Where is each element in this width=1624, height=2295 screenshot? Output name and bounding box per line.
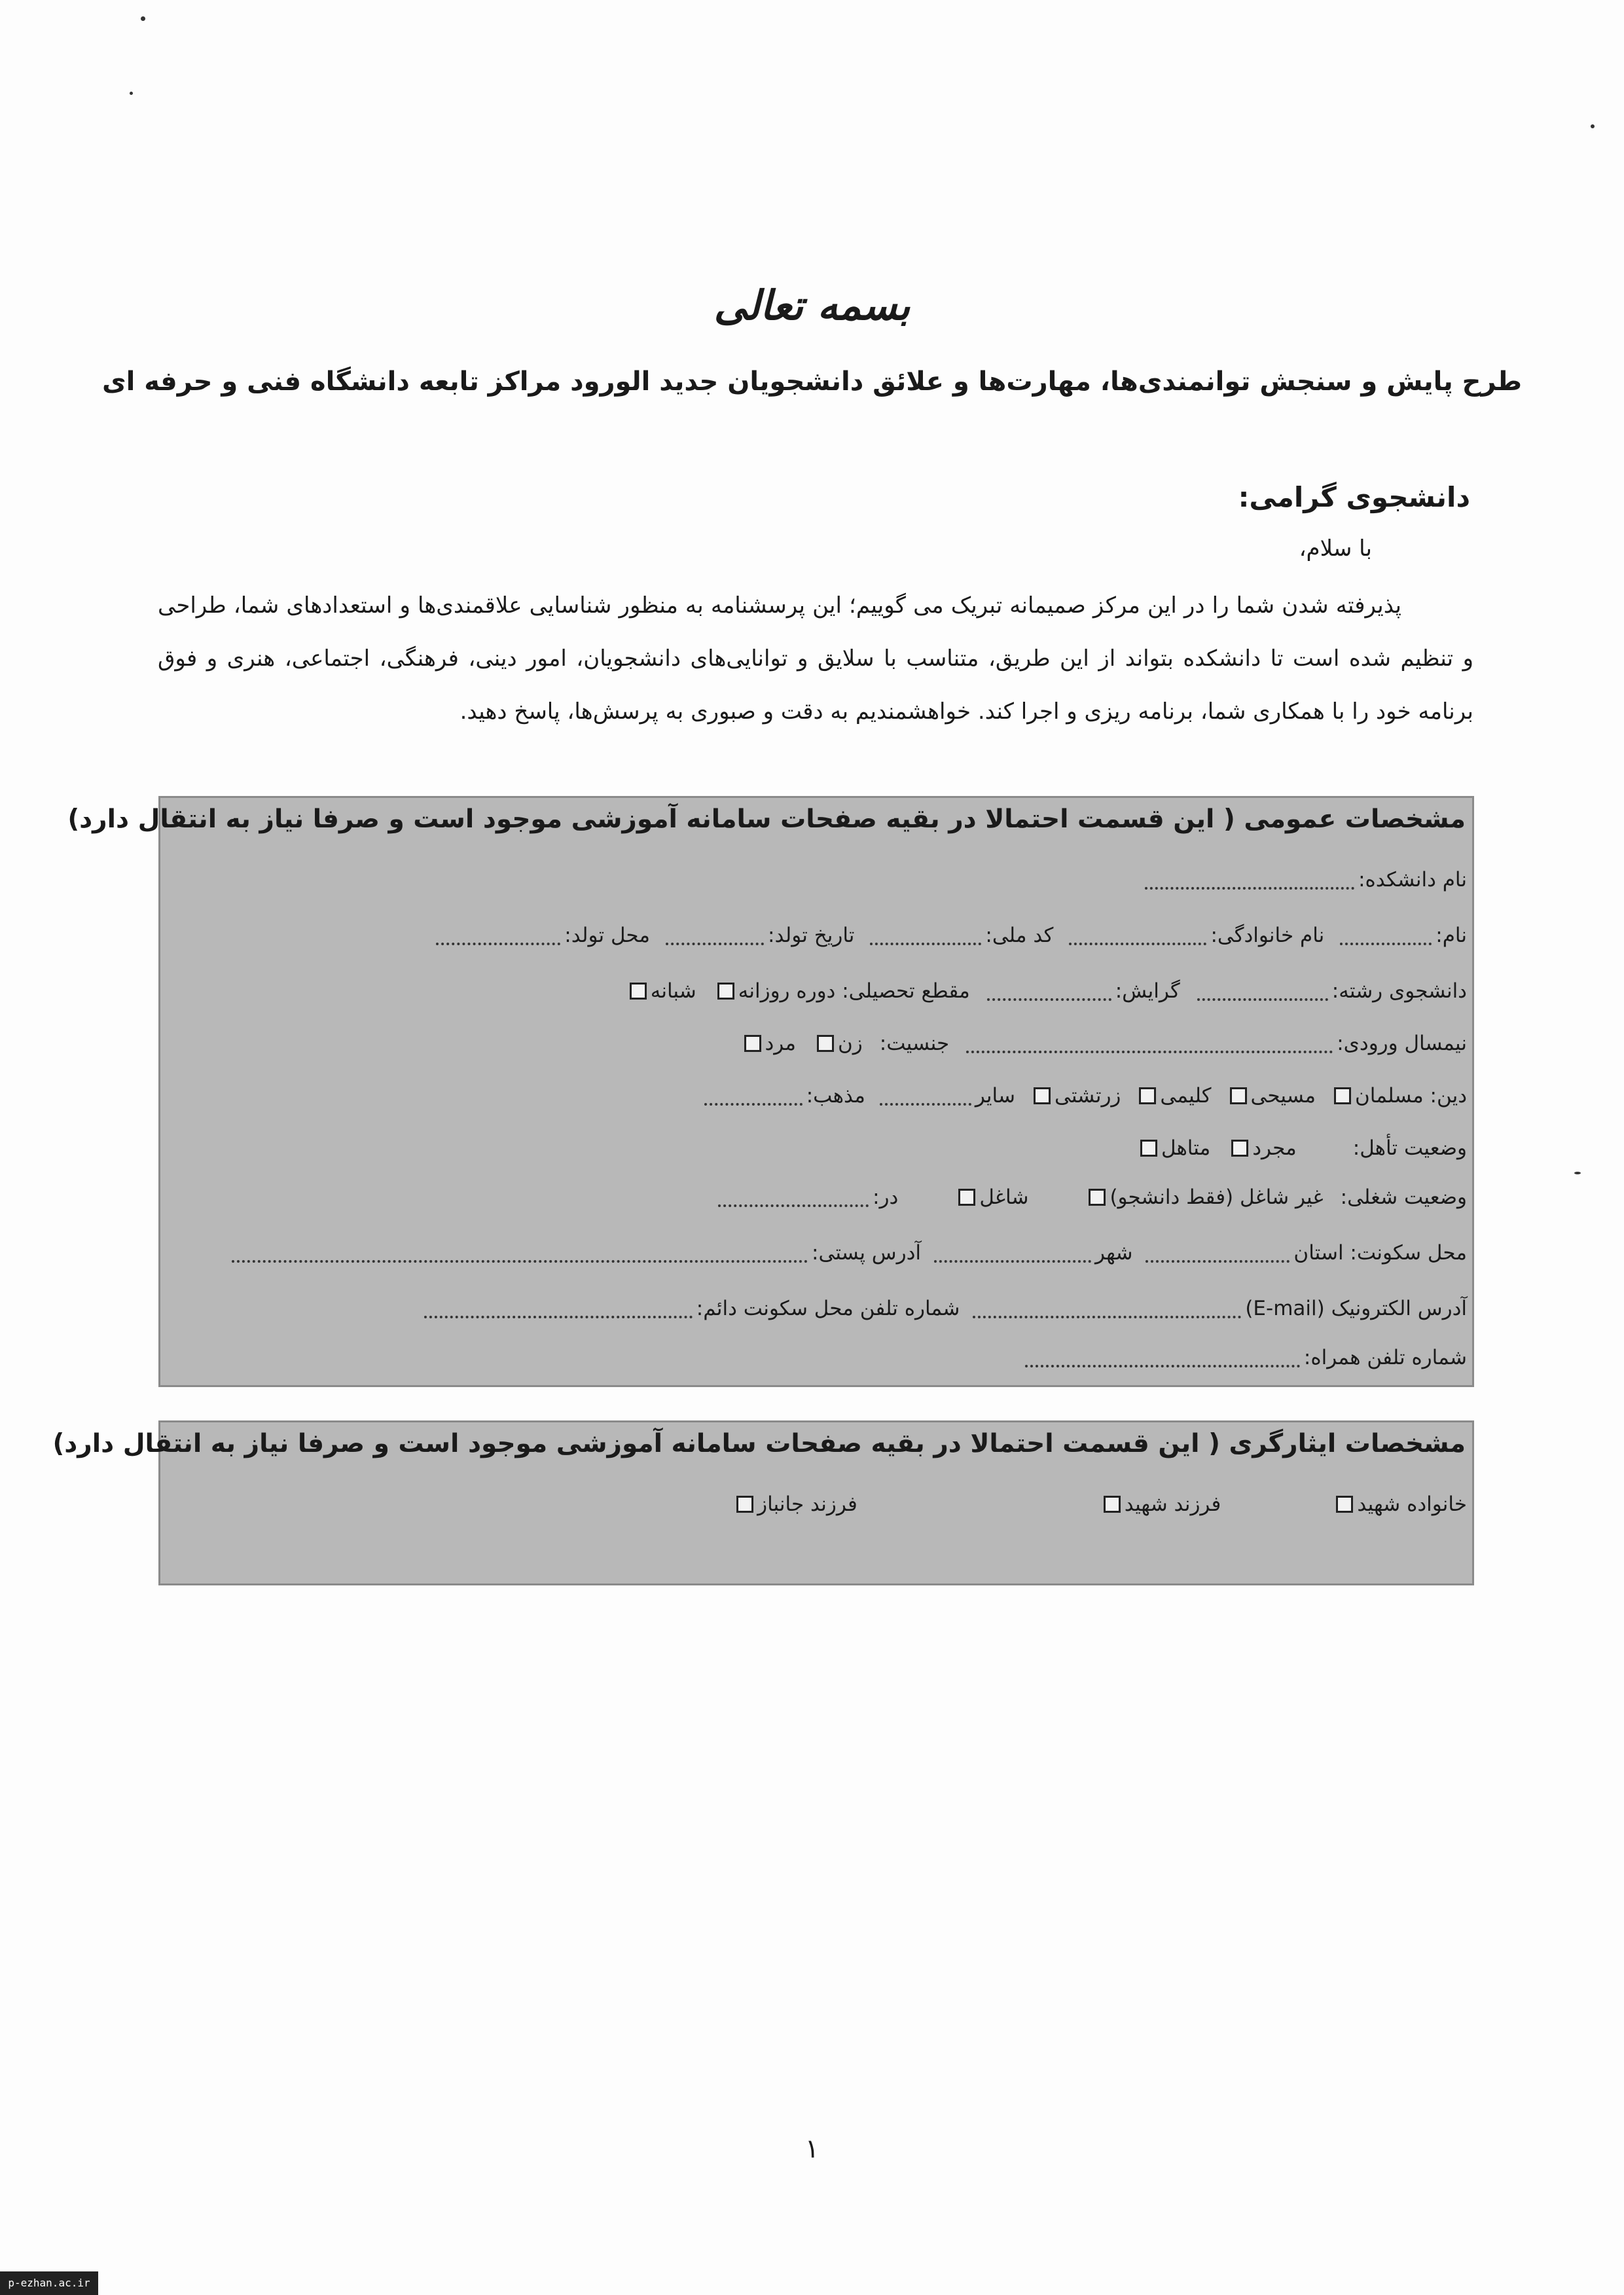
female-label: زن <box>838 1032 863 1055</box>
single-label: مجرد <box>1252 1136 1297 1160</box>
veteran-child-checkbox[interactable] <box>736 1496 753 1513</box>
employment-row <box>718 1178 1467 1217</box>
christian-checkbox[interactable] <box>1230 1087 1247 1104</box>
birth-place-label: محل تولد: <box>564 924 651 947</box>
mobile-field[interactable] <box>1025 1346 1467 1369</box>
postal-address-field[interactable] <box>232 1241 921 1265</box>
first-name-field[interactable] <box>1340 924 1467 947</box>
religion-label: دین: مسلمان <box>1355 1084 1467 1108</box>
scan-speck <box>130 92 133 95</box>
major-field[interactable] <box>1197 979 1467 1003</box>
martyr-child-checkbox[interactable] <box>1104 1496 1121 1513</box>
male-option[interactable] <box>740 1032 797 1055</box>
home-phone-label: شماره تلفن محل سکونت دائم: <box>696 1297 960 1320</box>
martyr-family-label: خانواده شهید <box>1357 1492 1467 1516</box>
evening-program-checkbox[interactable] <box>630 983 647 1000</box>
martyr-family-checkbox[interactable] <box>1336 1496 1353 1513</box>
national-code-field[interactable] <box>870 924 1053 947</box>
day-program-checkbox[interactable] <box>717 983 734 1000</box>
other-religion-field[interactable] <box>880 1084 1015 1108</box>
scan-speck <box>1591 124 1595 128</box>
zoroastrian-option[interactable] <box>1030 1084 1121 1108</box>
specialization-label: گرایش: <box>1115 979 1180 1003</box>
martyr-family-option[interactable] <box>1332 1492 1467 1516</box>
employed-checkbox[interactable] <box>958 1189 975 1206</box>
last-name-label: نام خانوادگی: <box>1210 924 1325 947</box>
employed-option[interactable] <box>954 1185 1028 1209</box>
sacrifice-options-row <box>732 1485 1467 1524</box>
birth-place-field[interactable] <box>436 924 650 947</box>
home-phone-field[interactable] <box>424 1297 960 1320</box>
employed-label: شاغل <box>979 1185 1029 1209</box>
email-label: آدرس الکترونیک (E-mail) <box>1245 1297 1467 1320</box>
religion-row <box>704 1076 1467 1115</box>
day-program-option[interactable] <box>713 979 970 1003</box>
sect-label: مذهب: <box>806 1084 865 1108</box>
married-checkbox[interactable] <box>1140 1140 1157 1157</box>
scan-speck <box>1574 1172 1581 1174</box>
general-info-section <box>67 796 1474 1387</box>
faculty-field[interactable] <box>1145 868 1467 892</box>
kalimi-checkbox[interactable] <box>1139 1087 1156 1104</box>
female-checkbox[interactable] <box>817 1035 834 1052</box>
faculty-row <box>1145 860 1467 899</box>
entry-semester-field[interactable] <box>966 1032 1467 1055</box>
contact-row <box>424 1289 1467 1328</box>
general-info-heading: مشخصات عمومی ( این قسمت احتمالا در بقیه صفحات سامانه آموزشی موجود است و صرفا نیاز به انتقال دارد) <box>67 804 1466 834</box>
birth-date-label: تاریخ تولد: <box>768 924 855 947</box>
faculty-label: نام دانشکده: <box>1358 868 1467 892</box>
married-label: متاهل <box>1161 1136 1211 1160</box>
birth-date-field[interactable] <box>666 924 854 947</box>
male-label: مرد <box>765 1032 797 1055</box>
email-field[interactable] <box>973 1297 1467 1320</box>
mobile-row <box>1025 1338 1467 1377</box>
christian-label: مسیحی <box>1250 1084 1316 1108</box>
intro-paragraph: پذیرفته شدن شما را در این مرکز صمیمانه تبریک می گوییم؛ این پرسشنامه به منظور شناسایی علاقمندی‌ها و استعدادهای شما، طراحی و تنظیم شده است تا دانشکده بتواند از این طریق، متناسب با سلایق و توانایی‌های دانشجویان، امور دینی، فرهنگی، اجتماعی، هنری و فوق برنامه خود را با همکاری شما، برنامه ریزی و اجرا کند. خواهشمندیم به دقت و صبوری به پرسش‌ها، پاسخ دهید. <box>158 592 1473 725</box>
job-place-label: در: <box>873 1185 899 1209</box>
sect-field[interactable] <box>704 1084 865 1108</box>
christian-option[interactable] <box>1226 1084 1316 1108</box>
entry-semester-label: نیمسال ورودی: <box>1337 1032 1467 1055</box>
marital-label: وضعیت تأهل: <box>1352 1136 1467 1160</box>
evening-program-option[interactable] <box>626 979 696 1003</box>
personal-row <box>436 916 1467 955</box>
kalimi-option[interactable] <box>1135 1084 1211 1108</box>
national-code-label: کد ملی: <box>985 924 1054 947</box>
marital-row <box>1136 1129 1467 1168</box>
mobile-label: شماره تلفن همراه: <box>1303 1346 1467 1369</box>
residence-label: محل سکونت: استان <box>1293 1241 1467 1265</box>
city-field[interactable] <box>934 1241 1132 1265</box>
major-row <box>626 971 1467 1011</box>
unemployed-checkbox[interactable] <box>1089 1189 1106 1206</box>
married-option[interactable] <box>1136 1136 1210 1160</box>
job-label: وضعیت شغلی: <box>1340 1185 1467 1209</box>
single-checkbox[interactable] <box>1231 1140 1248 1157</box>
degree-label: مقطع تحصیلی: دوره روزانه <box>738 979 970 1003</box>
job-place-field[interactable] <box>718 1185 898 1209</box>
female-option[interactable] <box>813 1032 863 1055</box>
martyr-child-label: فرزند شهید <box>1124 1492 1221 1516</box>
first-name-label: نام: <box>1435 924 1467 947</box>
zoroastrian-checkbox[interactable] <box>1034 1087 1051 1104</box>
specialization-field[interactable] <box>987 979 1180 1003</box>
gender-label: جنسیت: <box>879 1032 950 1055</box>
form-title: طرح پایش و سنجش توانمندی‌ها، مهارت‌ها و علائق دانشجویان جدید الورود مراکز تابعه دانشگاه فنی و حرفه ای <box>101 367 1523 397</box>
single-option[interactable] <box>1227 1136 1297 1160</box>
greeting: دانشجوی گرامی: <box>1238 481 1470 513</box>
evening-label: شبانه <box>650 979 696 1003</box>
scan-speck <box>141 16 145 21</box>
semester-gender-row <box>740 1024 1468 1063</box>
city-label: شهر <box>1095 1241 1133 1265</box>
muslim-checkbox[interactable] <box>1334 1087 1351 1104</box>
province-field[interactable] <box>1146 1241 1467 1265</box>
sacrifice-info-heading: مشخصات ایثارگری ( این قسمت احتمالا در بقیه صفحات سامانه آموزشی موجود است و صرفا نیاز به انتقال دارد) <box>52 1429 1466 1458</box>
muslim-option[interactable] <box>1330 1084 1467 1108</box>
postal-address-label: آدرس پستی: <box>812 1241 922 1265</box>
martyr-child-option[interactable] <box>1100 1492 1221 1516</box>
salutation: با سلام، <box>1299 535 1372 562</box>
source-tag: p-ezhan.ac.ir <box>0 2271 98 2295</box>
unemployed-option[interactable] <box>1085 1185 1323 1209</box>
veteran-child-option[interactable] <box>732 1492 857 1516</box>
unemployed-label: غیر شاغل (فقط دانشجو) <box>1110 1185 1324 1209</box>
residence-row <box>232 1233 1467 1273</box>
sacrifice-info-section <box>52 1420 1474 1585</box>
male-checkbox[interactable] <box>744 1035 761 1052</box>
last-name-field[interactable] <box>1069 924 1324 947</box>
major-label: دانشجوی رشته: <box>1331 979 1467 1003</box>
page-number: ۱ <box>804 2134 820 2164</box>
basmala: بسمه تعالی <box>713 281 911 329</box>
kalimi-label: کلیمی <box>1160 1084 1212 1108</box>
zoroastrian-label: زرتشتی <box>1054 1084 1121 1108</box>
other-religion-label: سایر <box>975 1084 1015 1108</box>
veteran-child-label: فرزند جانباز <box>757 1492 857 1516</box>
